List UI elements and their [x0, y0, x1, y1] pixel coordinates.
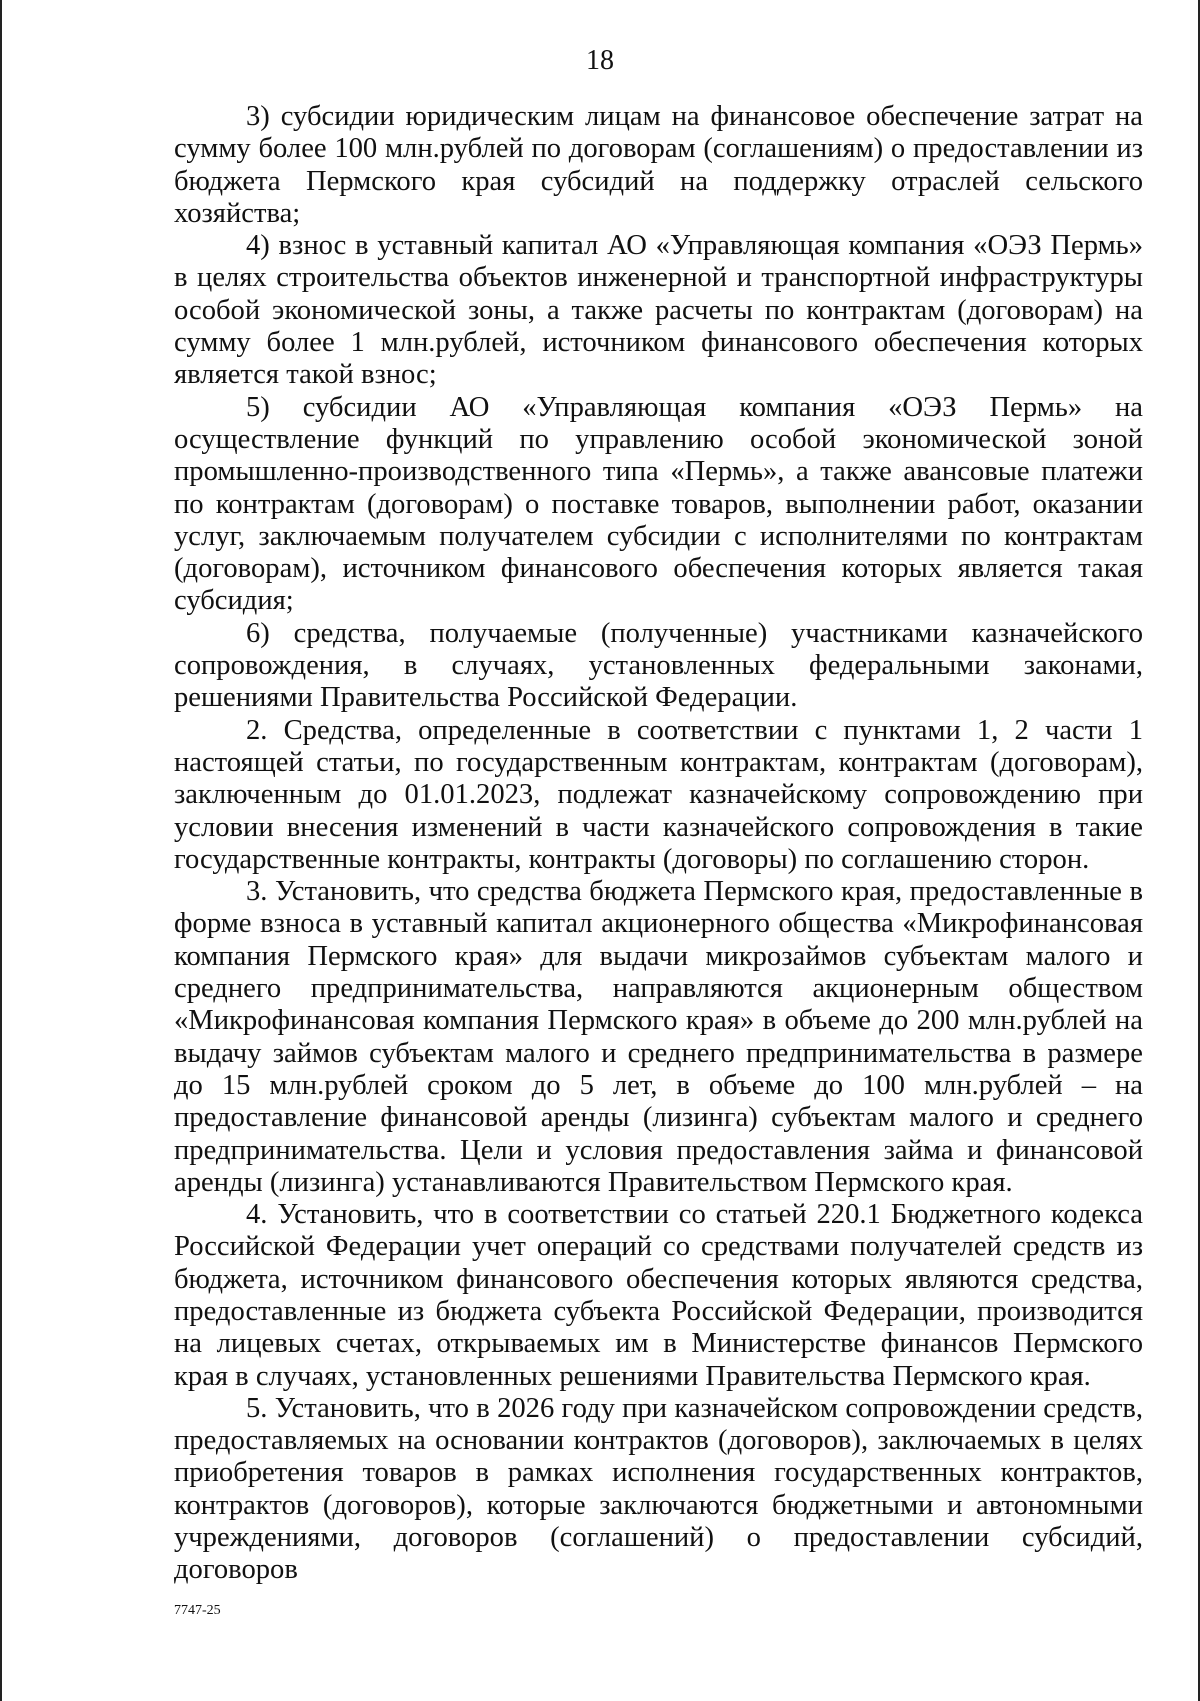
paragraph-section-2: 2. Средства, определенные в соответствии с пунктами 1, 2 части 1 настоящей статьи, по государственным контрактам, контрактам (договорам), заключенным до 01.01.2023, подлежат казначейскому сопровождению при условии внесения изменений в части казначейского сопровождения в такие государственные контракты, контракты (договоры) по соглашению сторон.	[174, 714, 1143, 875]
page-number: 18	[586, 45, 614, 76]
paragraph-subsidies-legal-entities: 3) субсидии юридическим лицам на финансовое обеспечение затрат на сумму более 100 млн.рублей по договорам (соглашениям) о предоставлении из бюджета Пермского края субсидий на поддержку отраслей сельского хозяйства;	[174, 101, 1143, 229]
paragraph-charter-capital-contribution: 4) взнос в уставный капитал АО «Управляющая компания «ОЭЗ Пермь» в целях строительства объектов инженерной и транспортной инфраструктуры особой экономической зоны, а также расчеты по контрактам (договорам) на сумму более 1 млн.рублей, источником финансового обеспечения которых является такой взнос;	[174, 230, 1143, 391]
paragraph-section-4: 4. Установить, что в соответствии со статьей 220.1 Бюджетного кодекса Российской Федерации учет операций со средствами получателей средств из бюджета, источником финансового обеспечения которых являются средства, предоставленные из бюджета субъекта Российской Федерации, производится на лицевых счетах, открываемых им в Министерстве финансов Пермского края в случаях, установленных решениями Правительства Пермского края.	[174, 1199, 1143, 1392]
paragraph-section-3: 3. Установить, что средства бюджета Пермского края, предоставленные в форме взноса в уставный капитал акционерного общества «Микрофинансовая компания Пермского края» для выдачи микрозаймов субъектам малого и среднего предпринимательства, направляются акционерным обществом «Микрофинансовая компания Пермского края» в объеме до 200 млн.рублей на выдачу займов субъектам малого и среднего предпринимательства в размере до 15 млн.рублей сроком до 5 лет, в объеме до 100 млн.рублей – на предоставление финансовой аренды (лизинга) субъектам малого и среднего предпринимательства. Цели и условия предоставления займа и финансовой аренды (лизинга) устанавливаются Правительством Пермского края.	[174, 876, 1143, 1198]
scan-edge-left	[0, 0, 2, 1701]
paragraph-section-5: 5. Установить, что в 2026 году при казначейском сопровождении средств, предоставляемых на основании контрактов (договоров), заключаемых в целях приобретения товаров в рамках исполнения государственных контрактов, контрактов (договоров), которые заключаются бюджетными и автономными учреждениями, договоров (соглашений) о предоставлении субсидий, договоров	[174, 1392, 1143, 1586]
paragraph-oez-subsidies: 5) субсидии АО «Управляющая компания «ОЭЗ Пермь» на осуществление функций по управлению особой экономической зоной промышленно-производственного типа «Пермь», а также авансовые платежи по контрактам (договорам) о поставке товаров, выполнении работ, оказании услуг, заключаемым получателем субсидии с исполнителями по контрактам (договорам), источником финансового обеспечения которых является такая субсидия;	[174, 391, 1143, 617]
paragraph-treasury-participants-funds: 6) средства, получаемые (полученные) участниками казначейского сопровождения, в случаях, установленных федеральными законами, решениями Правительства Российской Федерации.	[174, 617, 1143, 714]
document-body	[174, 101, 1143, 1587]
document-code: 7747-25	[174, 1603, 221, 1618]
